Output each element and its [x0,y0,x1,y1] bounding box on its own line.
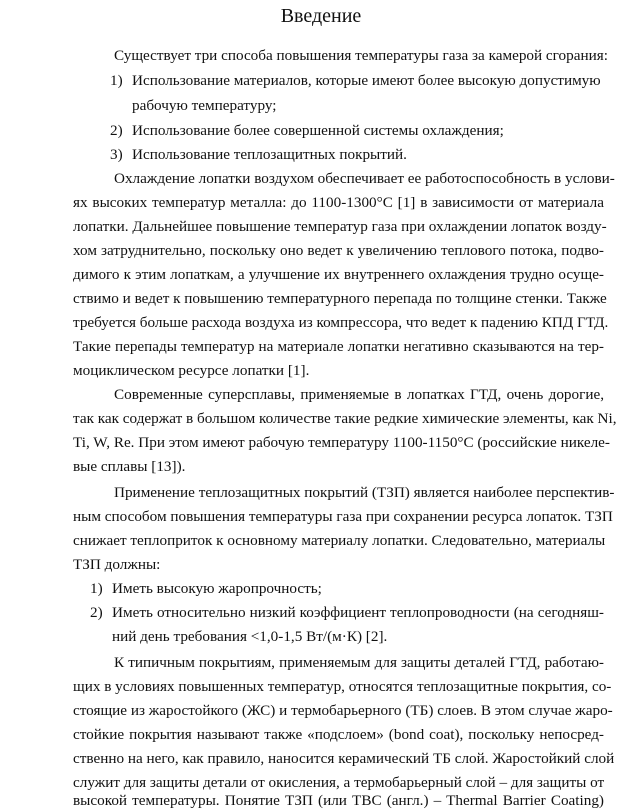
paragraph-line: служит для защиты детали от окисления, а термобарьерный слой – для защиты от [73,774,605,791]
list-item [110,119,504,142]
paragraph-line: ях высоких температур металла: до 1100-1300°С [1] в зависимости от материала [73,194,604,211]
list-item-text: Иметь относительно низкий коэффициент теплопроводности (на сегодняш- [112,604,604,621]
paragraph-line: ствимо и ведет к повышению температурного перепада по толщине стенки. Также [73,290,607,307]
paragraph-line: хом затруднительно, поскольку оно ведет к увеличению теплового потока, подво- [73,242,604,259]
paragraph-line: рабочую температуру; [132,97,277,114]
paragraph-line: вые сплавы [13]). [73,458,186,475]
page-title: Введение [280,5,362,27]
list-item-text: Иметь высокую жаропрочность; [112,580,322,597]
paragraph-line: Применение теплозащитных покрытий (ТЗП) является наиболее перспектив- [114,484,615,501]
paragraph-line: лопатки. Дальнейшее повышение температур газа при охлаждении лопаток возду- [73,218,607,235]
paragraph-line: стойкие покрытия называют также «подслоем» (bond coat), поскольку непосред- [73,726,604,743]
paragraph-line: Ti, W, Re. При этом имеют рабочую температуру 1100-1150°С (российские никеле- [73,434,610,451]
list-item [110,143,407,166]
paragraph-line: Такие перепады температур на материале лопатки негативно сказываются на тер- [73,338,604,355]
list-item [110,69,601,92]
list-number: 1) [90,580,103,597]
paragraph-line: моциклическом ресурсе лопатки [1]. [73,362,310,379]
paragraph-line: димого к этим лопаткам, а улучшение их внутреннего охлаждения трудно осуще- [73,266,604,283]
list-number: 2) [110,122,123,139]
paragraph-line: требуется больше расхода воздуха из компрессора, что ведет к падению КПД ГТД. [73,314,609,331]
paragraph-line: ственно на него, как правило, наносится керамический ТБ слой. Жаростойкий слой [73,750,615,767]
paragraph-line: ным способом повышения температуры газа при сохранении ресурса лопаток. ТЗП [73,508,613,525]
list-number: 3) [110,146,123,163]
paragraph-line: Современные суперсплавы, применяемые в лопатках ГТД, очень дорогие, [114,386,604,403]
paragraph-line: ний день требования <1,0-1,5 Вт/(м·К) [2]. [112,628,388,645]
paragraph-line: щих в условиях повышенных температур, относятся теплозащитные покрытия, со- [73,678,612,695]
paragraph-line: снижает теплоприток к основному материалу лопатки. Следовательно, материалы [73,532,606,549]
paragraph-line: К типичным покрытиям, применяемым для защиты деталей ГТД, работаю- [114,654,604,671]
list-number: 1) [110,72,123,89]
list-item-text: Использование теплозащитных покрытий. [132,146,407,163]
paragraph-line: Существует три способа повышения температуры газа за камерой сгорания: [114,47,608,64]
paragraph-line: высокой температуры. Понятие ТЗП (или TBC (англ.) – Thermal Barrier Coating) [73,792,604,809]
list-item [90,577,322,600]
paragraph-line: ТЗП должны: [73,556,161,573]
paragraph-line: так как содержат в большом количестве такие редкие химические элементы, как Ni, [73,410,617,427]
list-item-text: Использование материалов, которые имеют более высокую допустимую [132,72,601,89]
list-item-text: Использование более совершенной системы охлаждения; [132,122,504,139]
list-item [90,601,604,624]
paragraph-line: стоящие из жаростойкого (ЖС) и термобарьерного (ТБ) слоев. В этом случае жаро- [73,702,613,719]
paragraph-line: Охлаждение лопатки воздухом обеспечивает ее работоспособность в услови- [114,170,615,187]
list-number: 2) [90,604,103,621]
